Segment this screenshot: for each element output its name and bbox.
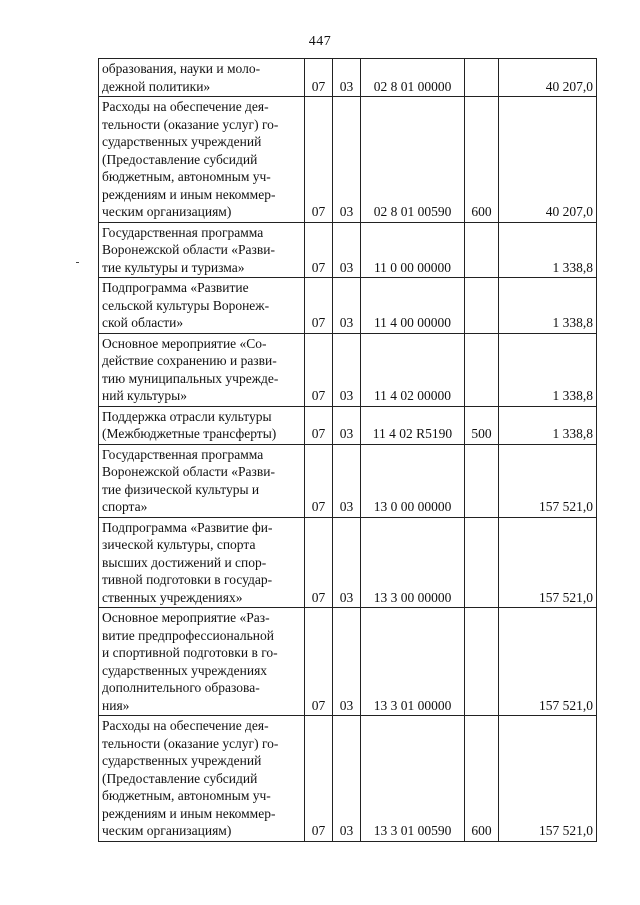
row-amount: 157 521,0 [499, 517, 597, 608]
row-expense-type-code [465, 444, 499, 517]
row-section-code: 07 [305, 517, 333, 608]
row-expense-type-code: 600 [465, 97, 499, 223]
row-expense-type-code [465, 59, 499, 97]
row-expense-type-code [465, 333, 499, 406]
page-number: 447 [308, 34, 332, 49]
row-name: Государственная программа Воронежской области «Разви- тие культуры и туризма» [99, 222, 305, 278]
row-subsection-code: 03 [333, 608, 361, 716]
row-subsection-code: 03 [333, 222, 361, 278]
table-row [99, 333, 597, 406]
table-row [99, 406, 597, 444]
row-target-article-code: 02 8 01 00590 [361, 97, 465, 223]
row-name: Поддержка отрасли культуры (Межбюджетные трансферты) [99, 406, 305, 444]
row-name: образования, науки и моло- дежной политики» [99, 59, 305, 97]
row-target-article-code: 02 8 01 00000 [361, 59, 465, 97]
table-row [99, 716, 597, 842]
row-section-code: 07 [305, 278, 333, 334]
row-amount: 157 521,0 [499, 444, 597, 517]
row-amount: 157 521,0 [499, 716, 597, 842]
row-subsection-code: 03 [333, 517, 361, 608]
row-expense-type-code: 500 [465, 406, 499, 444]
row-expense-type-code [465, 517, 499, 608]
row-subsection-code: 03 [333, 59, 361, 97]
row-target-article-code: 11 0 00 00000 [361, 222, 465, 278]
row-expense-type-code [465, 222, 499, 278]
table-row [99, 97, 597, 223]
row-amount: 1 338,8 [499, 222, 597, 278]
row-section-code: 07 [305, 716, 333, 842]
row-amount: 40 207,0 [499, 97, 597, 223]
row-section-code: 07 [305, 59, 333, 97]
row-amount: 1 338,8 [499, 406, 597, 444]
row-name: Подпрограмма «Развитие фи- зической культуры, спорта высших достижений и спор- тивной подготовки в государ- ственных учреждениях» [99, 517, 305, 608]
row-amount: 1 338,8 [499, 278, 597, 334]
row-section-code: 07 [305, 97, 333, 223]
row-subsection-code: 03 [333, 278, 361, 334]
row-target-article-code: 13 3 01 00000 [361, 608, 465, 716]
row-expense-type-code [465, 278, 499, 334]
row-name: Расходы на обеспечение дея- тельности (оказание услуг) го- сударственных учреждений (Предоставление субсидий бюджетным, автономным уч- реждениям и иным некоммер- ческим организациям) [99, 97, 305, 223]
table-row [99, 278, 597, 334]
row-target-article-code: 13 3 00 00000 [361, 517, 465, 608]
row-name: Расходы на обеспечение дея- тельности (оказание услуг) го- сударственных учреждений (Предоставление субсидий бюджетным, автономным уч- реждениям и иным некоммер- ческим организациям) [99, 716, 305, 842]
table-row [99, 608, 597, 716]
budget-table [98, 58, 597, 842]
row-amount: 1 338,8 [499, 333, 597, 406]
row-expense-type-code [465, 608, 499, 716]
row-subsection-code: 03 [333, 444, 361, 517]
row-section-code: 07 [305, 444, 333, 517]
row-subsection-code: 03 [333, 406, 361, 444]
row-name: Подпрограмма «Развитие сельской культуры Воронеж- ской области» [99, 278, 305, 334]
row-amount: 40 207,0 [499, 59, 597, 97]
row-subsection-code: 03 [333, 97, 361, 223]
row-section-code: 07 [305, 333, 333, 406]
row-target-article-code: 11 4 00 00000 [361, 278, 465, 334]
row-section-code: 07 [305, 608, 333, 716]
row-amount: 157 521,0 [499, 608, 597, 716]
row-target-article-code: 13 3 01 00590 [361, 716, 465, 842]
row-target-article-code: 11 4 02 00000 [361, 333, 465, 406]
row-name: Основное мероприятие «Раз- витие предпрофессиональной и спортивной подготовки в го- сударственных учреждениях дополнительного образова- ния» [99, 608, 305, 716]
row-section-code: 07 [305, 406, 333, 444]
table-row [99, 59, 597, 97]
row-target-article-code: 11 4 02 R5190 [361, 406, 465, 444]
row-subsection-code: 03 [333, 716, 361, 842]
table-row [99, 517, 597, 608]
row-expense-type-code: 600 [465, 716, 499, 842]
margin-mark [76, 262, 79, 263]
table-row [99, 444, 597, 517]
row-name: Основное мероприятие «Со- действие сохранению и разви- тию муниципальных учрежде- ний культуры» [99, 333, 305, 406]
row-target-article-code: 13 0 00 00000 [361, 444, 465, 517]
row-section-code: 07 [305, 222, 333, 278]
row-name: Государственная программа Воронежской области «Разви- тие физической культуры и спорта» [99, 444, 305, 517]
table-row [99, 222, 597, 278]
row-subsection-code: 03 [333, 333, 361, 406]
